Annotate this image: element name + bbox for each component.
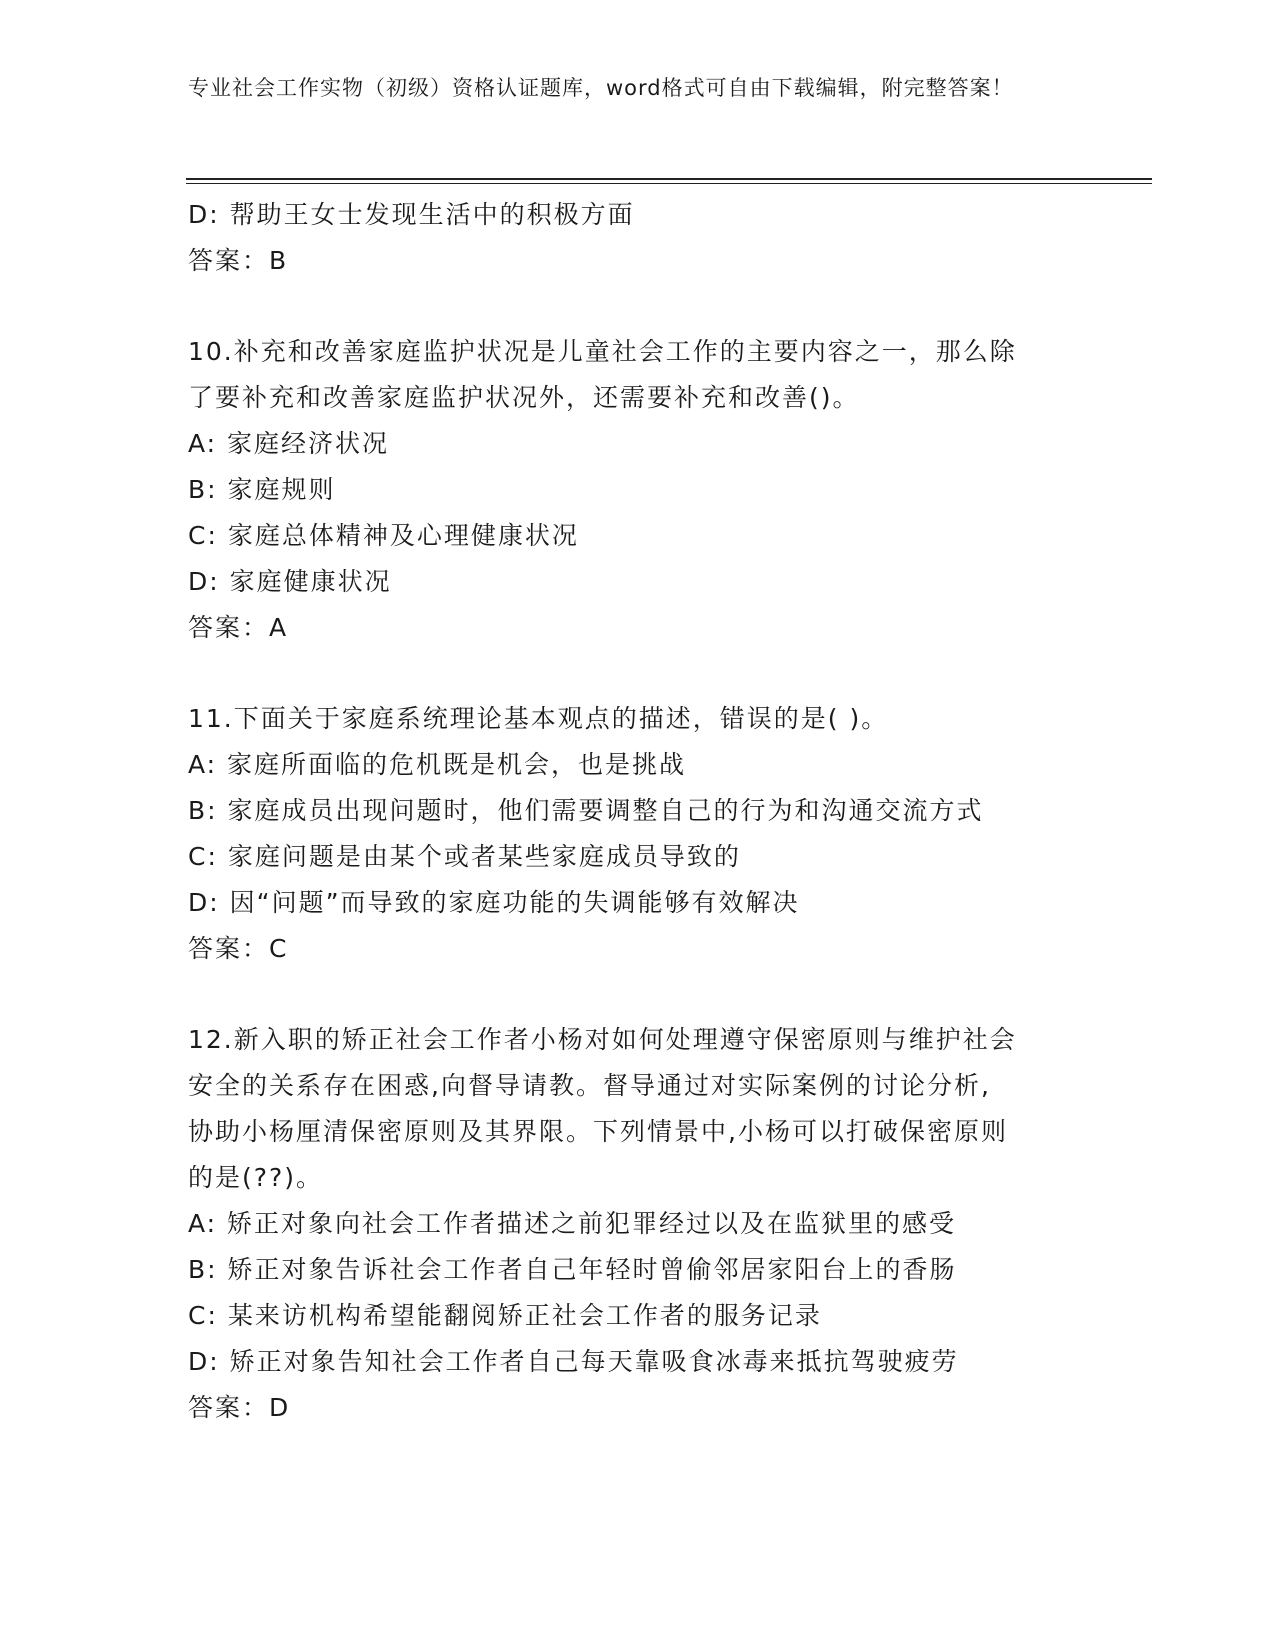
question-stem: 11.下面关于家庭系统理论基本观点的描述，错误的是( )。 bbox=[188, 704, 889, 733]
question-11 bbox=[188, 696, 1088, 972]
option-b: B: 矫正对象告诉社会工作者自己年轻时曾偷邻居家阳台上的香肠 bbox=[188, 1255, 957, 1284]
option-d: D: 矫正对象告知社会工作者自己每天靠吸食冰毒来抵抗驾驶疲劳 bbox=[188, 1347, 959, 1376]
header-rule-thick bbox=[186, 178, 1152, 180]
option-b: B: 家庭成员出现问题时，他们需要调整自己的行为和沟通交流方式 bbox=[188, 796, 984, 825]
option-d: D: 因“问题”而导致的家庭功能的失调能够有效解决 bbox=[188, 888, 800, 917]
leading-option: D: 帮助王女士发现生活中的积极方面 bbox=[188, 200, 635, 229]
question-stem: 协助小杨厘清保密原则及其界限。下列情景中,小杨可以打破保密原则 bbox=[188, 1117, 1008, 1146]
answer: 答案：D bbox=[188, 1393, 291, 1422]
option-c: C: 家庭总体精神及心理健康状况 bbox=[188, 521, 579, 550]
document-header bbox=[188, 72, 1068, 105]
question-10 bbox=[188, 329, 1088, 651]
option-a: A: 家庭所面临的危机既是机会，也是挑战 bbox=[188, 750, 687, 779]
question-stem: 10.补充和改善家庭监护状况是儿童社会工作的主要内容之一，那么除 bbox=[188, 337, 1017, 366]
option-d: D: 家庭健康状况 bbox=[188, 567, 392, 596]
question-list bbox=[188, 192, 1088, 1431]
leading-answer: 答案：B bbox=[188, 246, 289, 275]
option-c: C: 家庭问题是由某个或者某些家庭成员导致的 bbox=[188, 842, 741, 871]
answer: 答案：A bbox=[188, 613, 289, 642]
question-stem: 了要补充和改善家庭监护状况外，还需要补充和改善()。 bbox=[188, 383, 860, 412]
option-a: A: 矫正对象向社会工作者描述之前犯罪经过以及在监狱里的感受 bbox=[188, 1209, 957, 1238]
question-stem: 安全的关系存在困惑,向督导请教。督导通过对实际案例的讨论分析, bbox=[188, 1071, 991, 1100]
option-c: C: 某来访机构希望能翻阅矫正社会工作者的服务记录 bbox=[188, 1301, 822, 1330]
answer: 答案：C bbox=[188, 934, 289, 963]
question-stem: 12.新入职的矫正社会工作者小杨对如何处理遵守保密原则与维护社会 bbox=[188, 1025, 1017, 1054]
question-stem: 的是(??)。 bbox=[188, 1163, 324, 1192]
header-text: 专业社会工作实物（初级）资格认证题库，word格式可自由下载编辑，附完整答案！ bbox=[188, 76, 1014, 100]
header-rule-thin bbox=[186, 183, 1152, 184]
question-12 bbox=[188, 1017, 1088, 1431]
option-a: A: 家庭经济状况 bbox=[188, 429, 390, 458]
option-b: B: 家庭规则 bbox=[188, 475, 336, 504]
